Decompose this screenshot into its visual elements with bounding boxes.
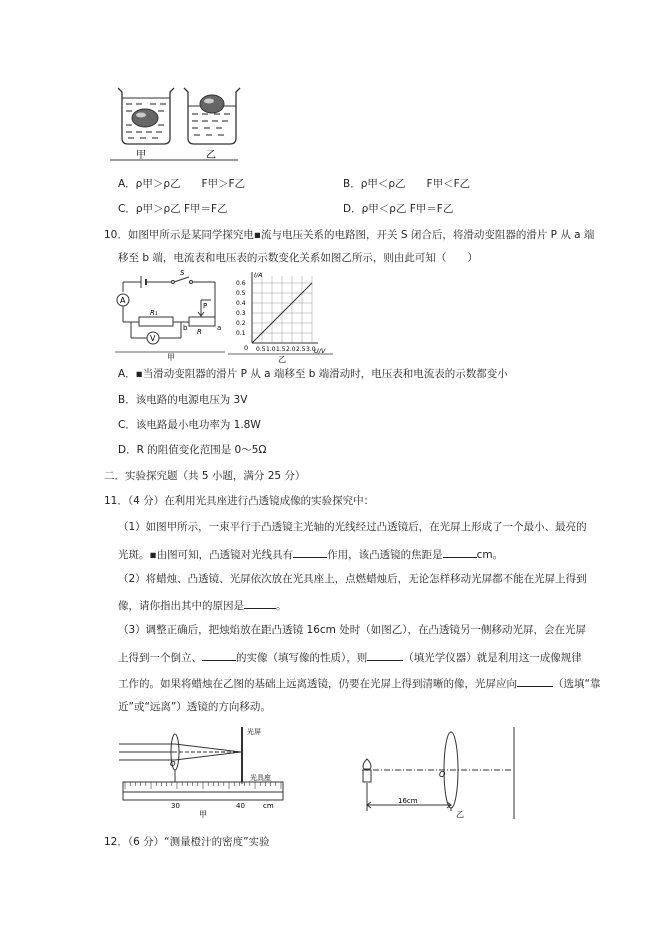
blank-lens-effect[interactable] [293, 546, 327, 558]
screen-label: 光屏 [247, 728, 261, 736]
x-tick-label: 3.0 [306, 346, 316, 353]
candle-lens-figure [352, 725, 522, 821]
y-tick-label: 0.1 [236, 330, 246, 337]
q11-p1-line1: （1）如图甲所示，一束平行于凸透镜主光轴的光线经过凸透镜后，在光屏上形成了一个最小、最亮的 [118, 521, 587, 533]
blank-screen-direction[interactable] [517, 675, 553, 687]
q9-option-b: B．ρ甲＜ρ乙 F甲＜F乙 [343, 178, 471, 190]
ammeter-label: A [120, 296, 126, 305]
x-tick-label: 0.5 [256, 346, 266, 353]
graph-origin: 0 [244, 344, 249, 352]
blank-instrument[interactable] [367, 649, 403, 661]
graph-caption: 乙 [278, 355, 286, 364]
graph-xlabel: U/V [314, 347, 326, 355]
lens-center-o-yi: O [439, 770, 446, 779]
bench-caption: 甲 [199, 810, 207, 819]
q11-p3-line4: 近”或“远离”）透镜的方向移动。 [118, 701, 271, 713]
slider-label: P [203, 302, 208, 310]
q9-option-c: C．ρ甲＞ρ乙 F甲＝F乙 [118, 203, 228, 215]
candle-caption: 乙 [456, 810, 464, 819]
q9-option-d: D．ρ甲＜ρ乙 F甲＝F乙 [343, 203, 454, 215]
switch-label: S [180, 269, 185, 277]
label-jia: 甲 [136, 150, 146, 161]
q11-p3-line3: 工作的。如果将蜡烛在乙图的基础上远离透镜，仍要在光屏上得到清晰的像，光屏应向 （选填“靠 [118, 675, 600, 691]
circuit-caption: 甲 [167, 353, 175, 362]
lens-center-o: O [170, 760, 176, 768]
y-tick-label: 0.6 [236, 280, 246, 287]
q10-option-d: D．R 的阻值变化范围是 0～5Ω [118, 444, 267, 456]
blank-focal-length[interactable] [443, 546, 477, 558]
q9-option-a: A．ρ甲＞ρ乙 F甲＞F乙 [118, 178, 246, 190]
circuit-diagram [115, 270, 225, 360]
x-tick-label: 1.5 [276, 346, 286, 353]
q10-option-a: A．▪当滑动变阻器的滑片 P 从 a 端移至 b 端滑动时，电压表和电流表的示数都变小 [118, 368, 508, 380]
q11-p1-line2: 光斑。▪由图可知，凸透镜对光线具有 作用，该凸透镜的焦距是 cm。 [118, 546, 503, 562]
bench-unit: cm [263, 802, 274, 810]
r-label: R [197, 328, 202, 336]
q11-head: 11．（4 分）在利用光具座进行凸透镜成像的实验探究中： [104, 495, 375, 507]
y-tick-label: 0.4 [236, 300, 246, 307]
y-tick-label: 0.2 [236, 320, 246, 327]
q11-p2-line2: 像，请你指出其中的原因是 。 [118, 597, 287, 613]
blank-reason[interactable] [244, 597, 276, 609]
graph-ylabel: I/A [254, 271, 263, 279]
beaker-yi [184, 88, 240, 144]
distance-label: 16cm [398, 797, 418, 805]
bench-label: 光具座 [250, 774, 271, 782]
optical-bench-figure [115, 722, 290, 817]
q10-stem-line2: 移至 b 端，电流表和电压表的示数变化关系如图乙所示，则由此可知（ ） [118, 252, 478, 264]
x-tick-label: 2.0 [286, 346, 296, 353]
y-tick-label: 0.5 [236, 290, 246, 297]
end-a-label: a [217, 324, 222, 332]
q10-option-b: B．该电路的电源电压为 3V [118, 394, 248, 406]
section-2-title: 二．实验探究题（共 5 小题，满分 25 分） [104, 470, 306, 482]
q11-p3-line1: （3）调整正确后，把烛焰放在距凸透镜 16cm 处时（如图乙），在凸透镜另一侧移动光屏，会在光屏 [118, 624, 586, 636]
tick-30: 30 [171, 802, 180, 810]
egg-yi [200, 95, 224, 113]
blank-image-property[interactable] [202, 649, 236, 661]
beaker-jia [118, 88, 174, 144]
q10-stem-line1: 10．如图甲所示是某同学探究电▪流与电压关系的电路图，开关 S 闭合后，将滑动变阻器的滑片 P 从 a 端 [104, 229, 595, 241]
r1-label: R₁ [150, 309, 158, 317]
q11-p2-line1: （2）将蜡烛、凸透镜、光屏依次放在光具座上，点燃蜡烛后，无论怎样移动光屏都不能在光屏上得到 [118, 573, 587, 585]
x-tick-label: 2.5 [296, 346, 306, 353]
q10-option-c: C．该电路最小电功率为 1.8W [118, 419, 261, 431]
iu-graph [228, 270, 333, 362]
y-tick-label: 0.3 [236, 310, 246, 317]
tick-40: 40 [236, 802, 245, 810]
beaker-figure [110, 80, 245, 165]
end-b-label: b [183, 324, 188, 332]
q11-p3-line2: 上得到一个倒立、 的实像（填写像的性质），则 （填光学仪器）就是利用这一成像规律 [118, 649, 582, 665]
q12-head: 12．（6 分）“测量橙汁的密度”实验 [104, 836, 270, 848]
egg-jia [132, 109, 158, 127]
x-tick-label: 1.0 [266, 346, 276, 353]
label-yi: 乙 [206, 150, 216, 161]
voltmeter-label: V [150, 334, 156, 343]
